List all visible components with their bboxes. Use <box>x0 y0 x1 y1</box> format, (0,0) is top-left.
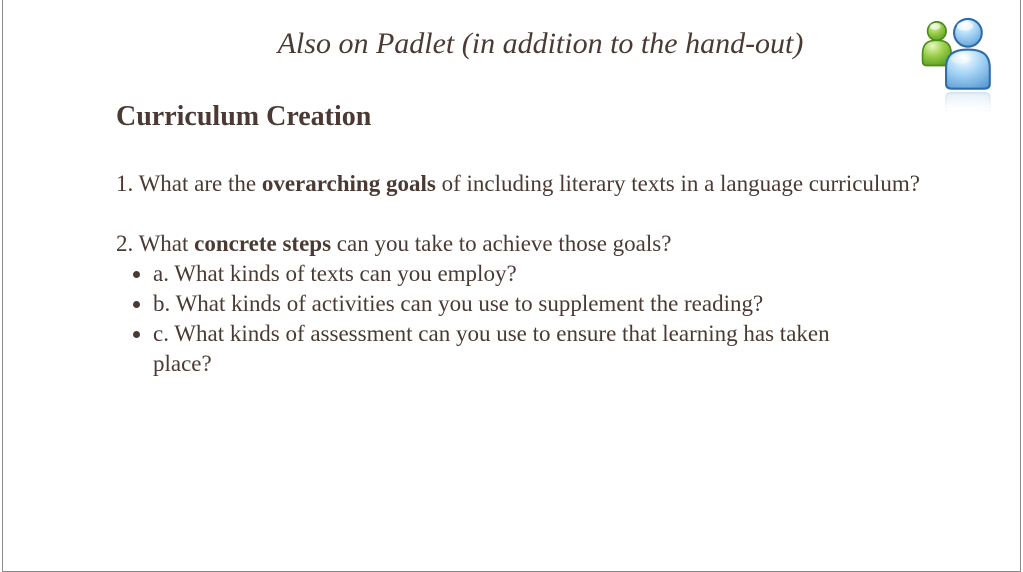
section-heading: Curriculum Creation <box>116 101 372 132</box>
question-1 <box>116 169 921 199</box>
question-2 <box>116 229 921 259</box>
sub-question-a: a. What kinds of texts can you employ? <box>153 261 517 286</box>
question-2-lead: 2. What <box>116 231 195 256</box>
question-2-post: can you take to achieve those goals? <box>331 231 672 256</box>
question-1-lead: 1. What are the <box>116 171 262 196</box>
slide-canvas <box>2 0 1021 572</box>
list-item <box>153 319 893 379</box>
messenger-buddies-icon <box>915 10 999 111</box>
question-2-bold: concrete steps <box>194 231 332 256</box>
sub-question-c: c. What kinds of assessment can you use to ensure that learning has taken place? <box>153 321 830 376</box>
question-1-bold: overarching goals <box>261 171 436 196</box>
sub-question-list <box>116 259 965 379</box>
sub-question-b: b. What kinds of activities can you use to supplement the reading? <box>153 291 764 316</box>
slide-body <box>116 169 965 379</box>
list-item <box>153 289 893 319</box>
list-item <box>153 259 893 289</box>
question-1-post: of including literary texts in a language curriculum? <box>435 171 920 196</box>
slide-title: Also on Padlet (in addition to the hand-out) <box>277 27 804 60</box>
